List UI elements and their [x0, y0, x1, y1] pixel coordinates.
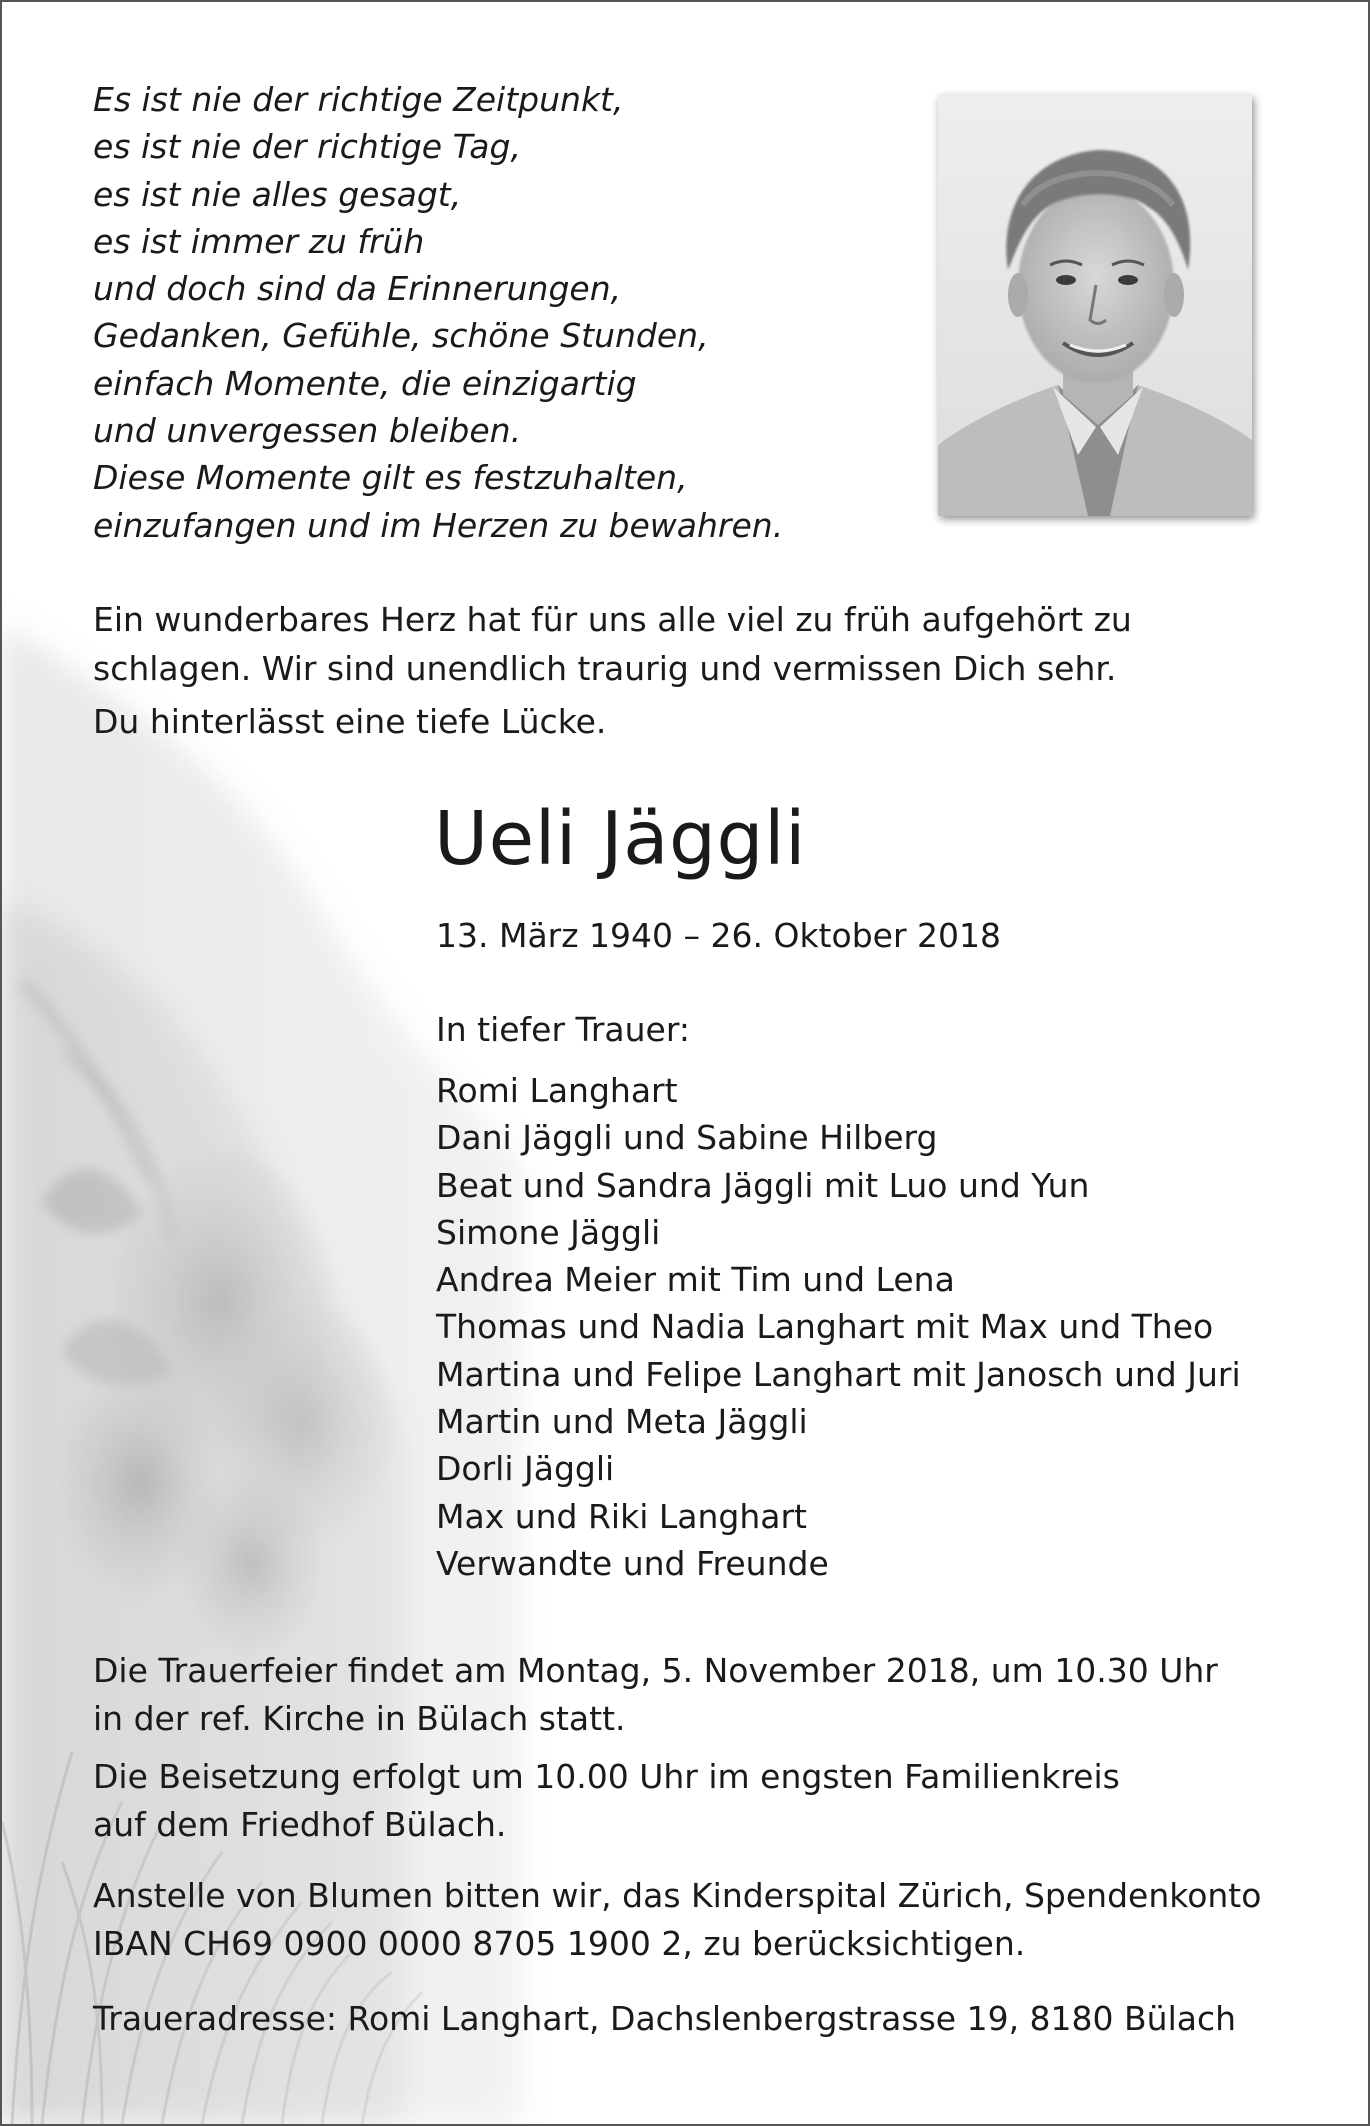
- intro-line: Du hinterlässt eine tiefe Lücke.: [93, 702, 607, 741]
- donation-info: [93, 1872, 1333, 1967]
- mourner-name: Beat und Sandra Jäggli mit Luo und Yun: [436, 1165, 1090, 1205]
- portrait-photo: [938, 95, 1252, 516]
- intro-text: [93, 595, 1293, 746]
- donation-line: Anstelle von Blumen bitten wir, das Kinderspital Zürich, Spendenkonto: [93, 1876, 1262, 1915]
- poem-line: es ist nie der richtige Tag,: [93, 127, 521, 167]
- poem-line: einzufangen und im Herzen zu bewahren.: [93, 505, 784, 545]
- poem: [93, 76, 893, 549]
- donation-line: IBAN CH69 0900 0000 8705 1900 2, zu berücksichtigen.: [93, 1923, 1026, 1963]
- mourner-name: Simone Jäggli: [436, 1212, 661, 1252]
- mourner-name: Dorli Jäggli: [436, 1449, 615, 1489]
- deceased-name: Ueli Jäggli: [434, 796, 807, 882]
- intro-line: Ein wunderbares Herz hat für uns alle viel zu früh aufgehört zu: [93, 600, 1132, 639]
- poem-line: es ist nie alles gesagt,: [93, 174, 462, 214]
- notice-content: [2, 2, 1368, 2124]
- life-dates: 13. März 1940 – 26. Oktober 2018: [436, 916, 1001, 955]
- intro-line: schlagen. Wir sind unendlich traurig und vermissen Dich sehr.: [93, 649, 1117, 688]
- ceremony-info: [93, 1647, 1333, 1742]
- mourner-name: Verwandte und Freunde: [436, 1543, 829, 1583]
- poem-line: und unvergessen bleiben.: [93, 411, 522, 451]
- mourner-name: Dani Jäggli und Sabine Hilberg: [436, 1118, 938, 1158]
- mourner-name: Thomas und Nadia Langhart mit Max und Theo: [436, 1307, 1214, 1347]
- ceremony-line: Die Trauerfeier findet am Montag, 5. November 2018, um 10.30 Uhr: [93, 1651, 1218, 1690]
- mourner-name: Martin und Meta Jäggli: [436, 1402, 808, 1442]
- mourner-name: Romi Langhart: [436, 1071, 678, 1110]
- ceremony-line: in der ref. Kirche in Bülach statt.: [93, 1698, 626, 1738]
- mourner-name: Max und Riki Langhart: [436, 1496, 807, 1536]
- mourners-list: [436, 1067, 1336, 1587]
- poem-line: Es ist nie der richtige Zeitpunkt,: [93, 80, 624, 119]
- poem-line: und doch sind da Erinnerungen,: [93, 269, 622, 309]
- service-info: [93, 1647, 1333, 2043]
- poem-line: es ist immer zu früh: [93, 221, 425, 261]
- mourning-address: Traueradresse: Romi Langhart, Dachslenbergstrasse 19, 8180 Bülach: [93, 1999, 1237, 2038]
- portrait-photo-icon: [938, 95, 1252, 516]
- mourner-name: Martina und Felipe Langhart mit Janosch und Juri: [436, 1354, 1241, 1394]
- burial-line: auf dem Friedhof Bülach.: [93, 1804, 507, 1844]
- poem-line: Gedanken, Gefühle, schöne Stunden,: [93, 316, 709, 356]
- mourning-label: In tiefer Trauer:: [436, 1010, 690, 1049]
- burial-info: [93, 1753, 1333, 1848]
- burial-line: Die Beisetzung erfolgt um 10.00 Uhr im engsten Familienkreis: [93, 1757, 1120, 1796]
- poem-line: Diese Momente gilt es festzuhalten,: [93, 458, 688, 498]
- mourner-name: Andrea Meier mit Tim und Lena: [436, 1260, 955, 1300]
- poem-line: einfach Momente, die einzigartig: [93, 363, 637, 403]
